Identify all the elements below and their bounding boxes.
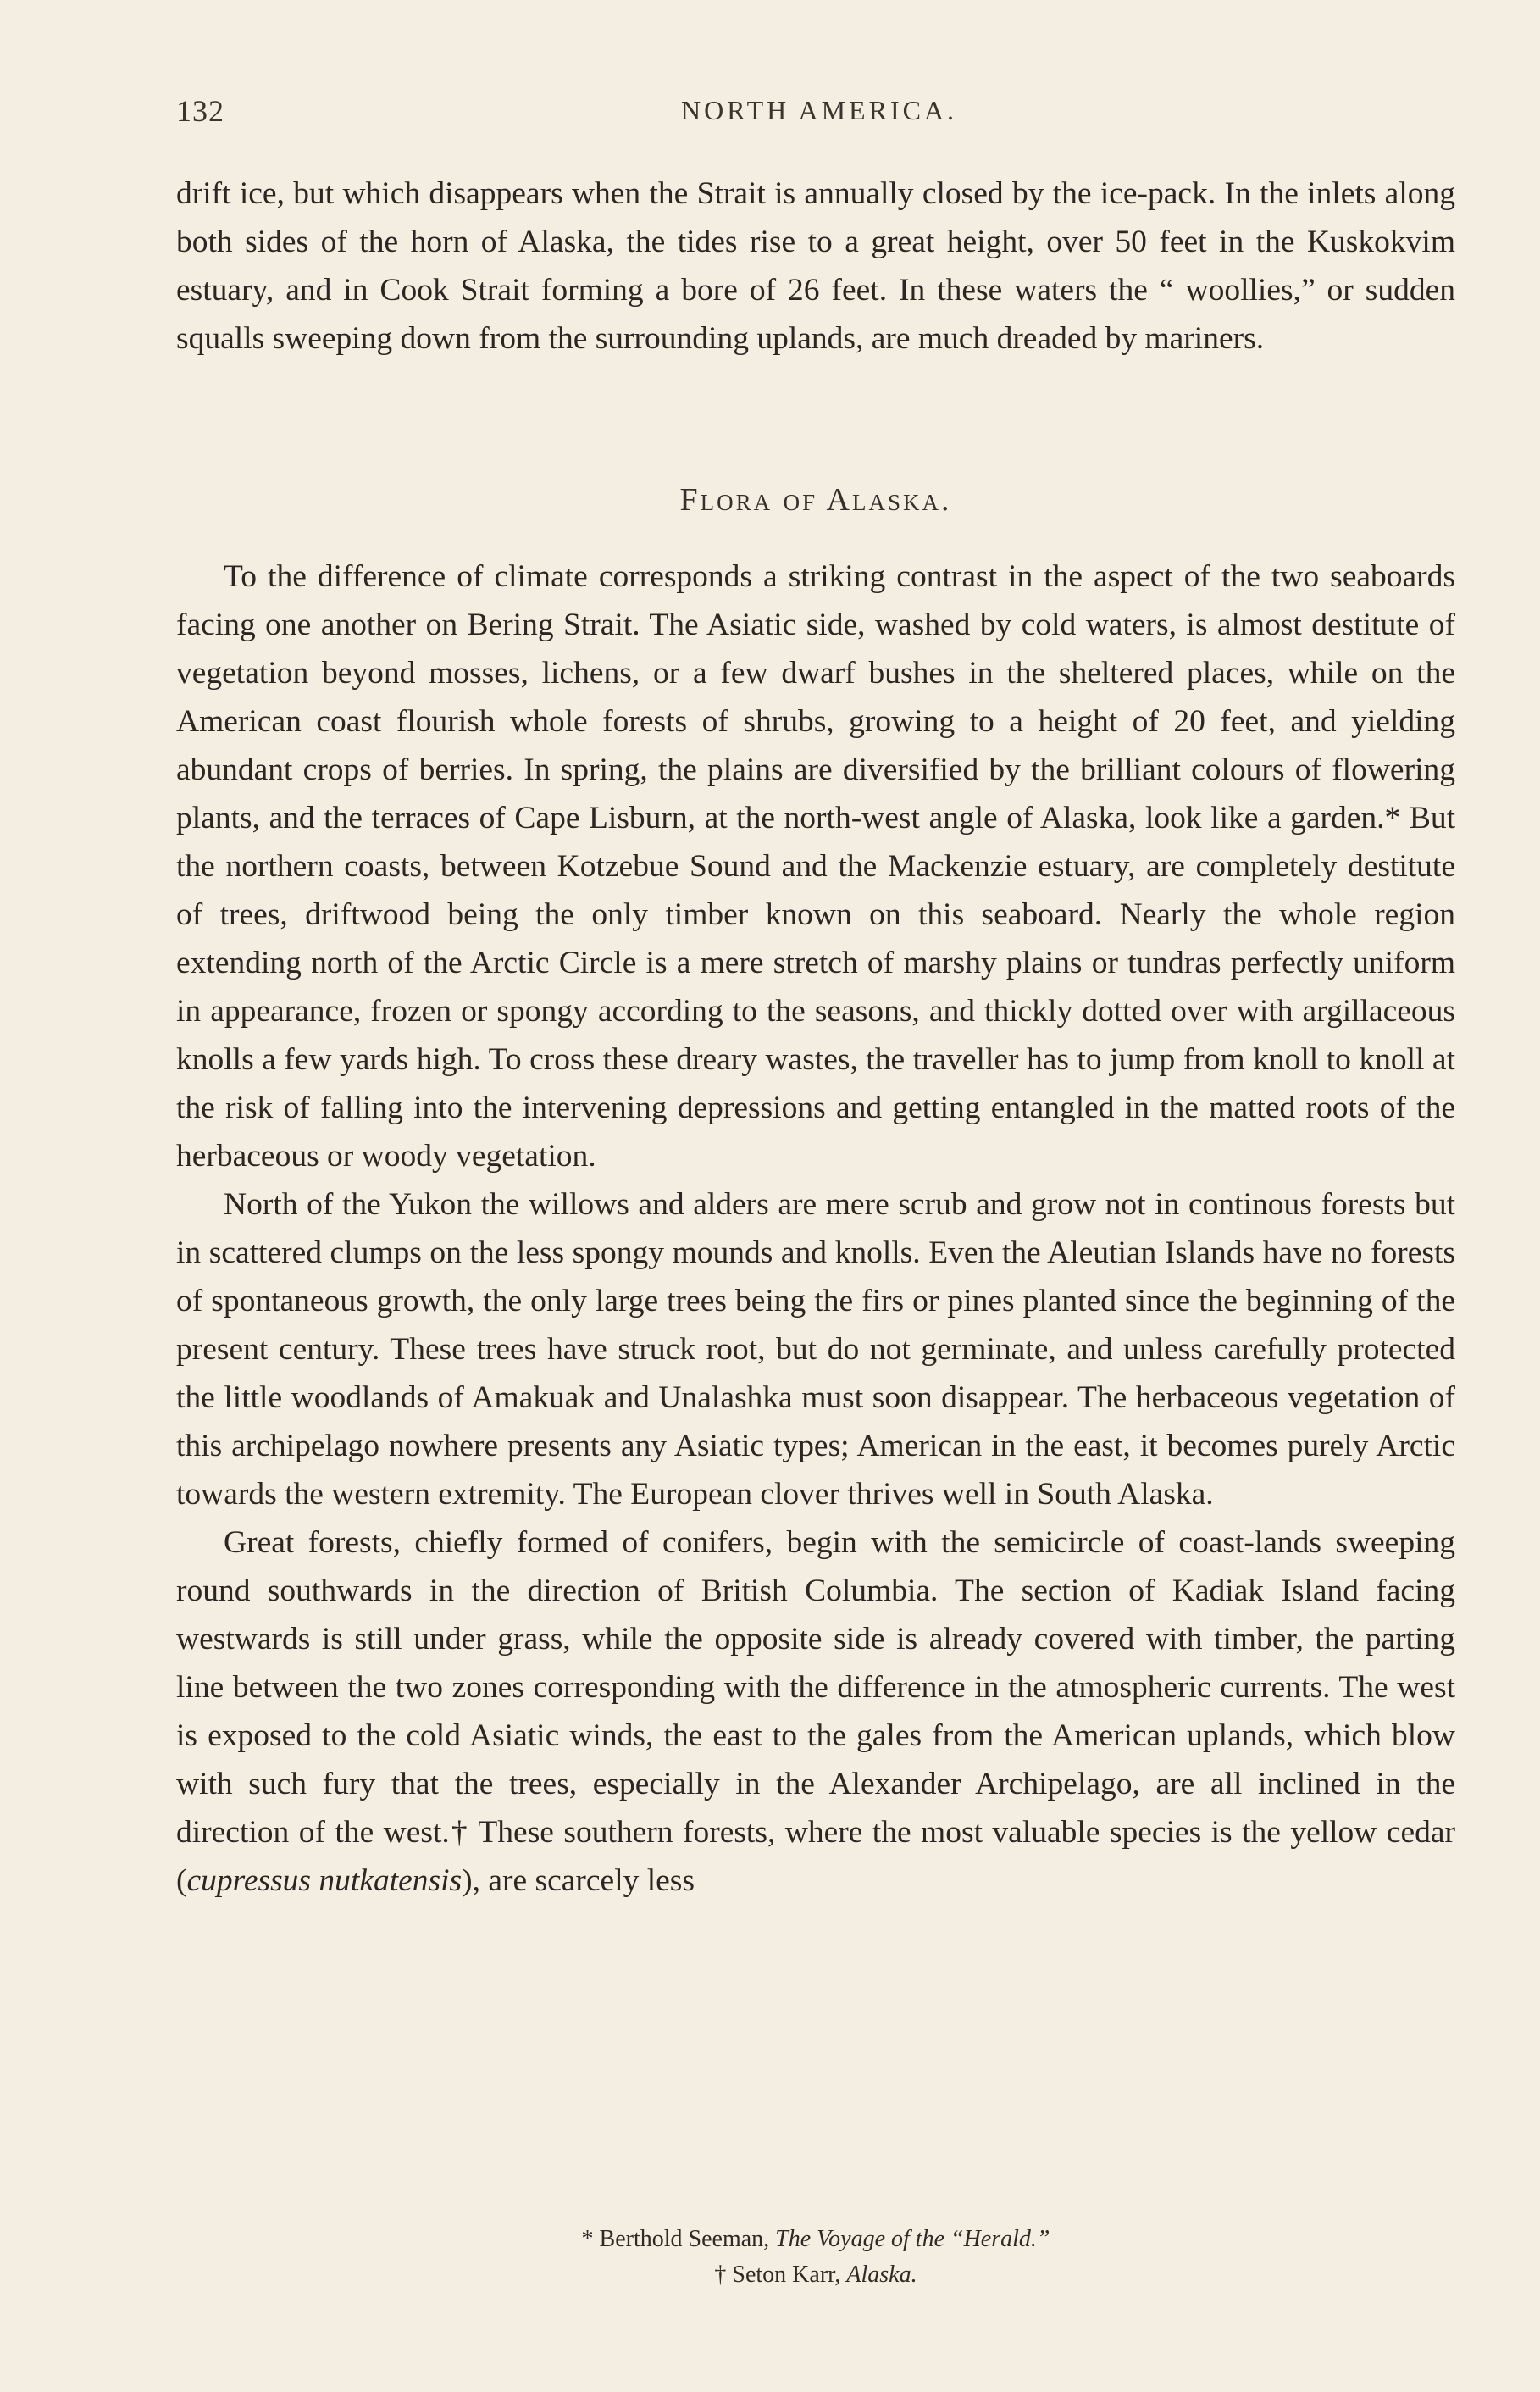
footnote-1-author: * Berthold Seeman, — [581, 2226, 776, 2252]
footnote-2-author: † Seton Karr, — [714, 2262, 847, 2288]
paragraph-3-text-start: Great forests, chiefly formed of conifers, begin with the semicircle of coast-lands sweeping round southwards in the direction of British Columbia. The section of Kadiak Island facing westwards is still under grass, while the opposite side is already covered with timber, the parting line between the two zones corresponding with the difference in the atmospheric currents. The west is exposed to the cold Asiatic winds, the east to the gales from the American uplands, which blow with such fury that the trees, especially in the Alexander Archipelago, are all inclined in the direction of the west.† These southern forests, where the most valuable species is the yellow cedar ( — [176, 1525, 1455, 1898]
paragraph-1: To the difference of climate corresponds a striking contrast in the aspect of the two seaboards facing one another on Bering Strait. The Asiatic side, washed by cold waters, is almost destitute of vegetation beyond mosses, lichens, or a few dwarf bushes in the sheltered places, while on the American coast flourish whole forests of shrubs, growing to a height of 20 feet, and yielding abundant crops of berries. In spring, the plains are diversified by the brilliant colours of flowering plants, and the terraces of Cape Lisburn, at the north-west angle of Alaska, look like a garden.* But the northern coasts, between Kotzebue Sound and the Mackenzie estuary, are completely destitute of trees, driftwood being the only timber known on this seaboard. Nearly the whole region extending north of the Arctic Circle is a mere stretch of marshy plains or tundras perfectly uniform in appearance, frozen or spongy according to the seasons, and thickly dotted over with argillaceous knolls a few yards high. To cross these dreary wastes, the traveller has to jump from knoll to knoll at the risk of falling into the intervening depressions and getting entangled in the matted roots of the herbaceous or woody vegetation. — [176, 559, 1455, 1174]
section-heading: Flora of Alaska. — [679, 482, 952, 518]
page-number: 132 — [176, 94, 224, 128]
footnote-1-title: The Voyage of the “Herald.” — [775, 2226, 1050, 2252]
opening-paragraph — [176, 169, 1455, 363]
species-name-italic: cupressus nutkatensis — [186, 1863, 463, 1898]
paragraph-3 — [176, 1518, 1455, 1905]
footnote-2-title: Alaska. — [846, 2262, 917, 2288]
footnote-1 — [176, 2222, 1455, 2257]
body-text — [176, 552, 1455, 1905]
paragraph-3-text-end: ), are scarcely less — [462, 1863, 695, 1898]
footnote-2 — [176, 2257, 1455, 2293]
paragraph-2: North of the Yukon the willows and alders are mere scrub and grow not in continous forests but in scattered clumps on the less spongy mounds and knolls. Even the Aleutian Islands have no forests of spontaneous growth, the only large trees being the firs or pines planted since the beginning of the present century. These trees have struck root, but do not germinate, and unless carefully protected the little woodlands of Amakuak and Unalashka must soon disappear. The herbaceous vegetation of this archipelago nowhere presents any Asiatic types; American in the east, it becomes purely Arctic towards the western extremity. The European clover thrives well in South Alaska. — [176, 1187, 1455, 1512]
page-header — [176, 93, 1462, 144]
opening-paragraph-text: drift ice, but which disappears when the Strait is annually closed by the ice-pack. In the inlets along both sides of the horn of Alaska, the tides rise to a great height, over 50 feet in the Kuskokvim estuary, and in Cook Strait forming a bore of 26 feet. In these waters the “ woollies,” or sudden squalls sweeping down from the surrounding uplands, are much dreaded by mariners. — [176, 176, 1455, 356]
running-head: NORTH AMERICA. — [680, 95, 958, 125]
footnotes — [176, 2222, 1455, 2293]
